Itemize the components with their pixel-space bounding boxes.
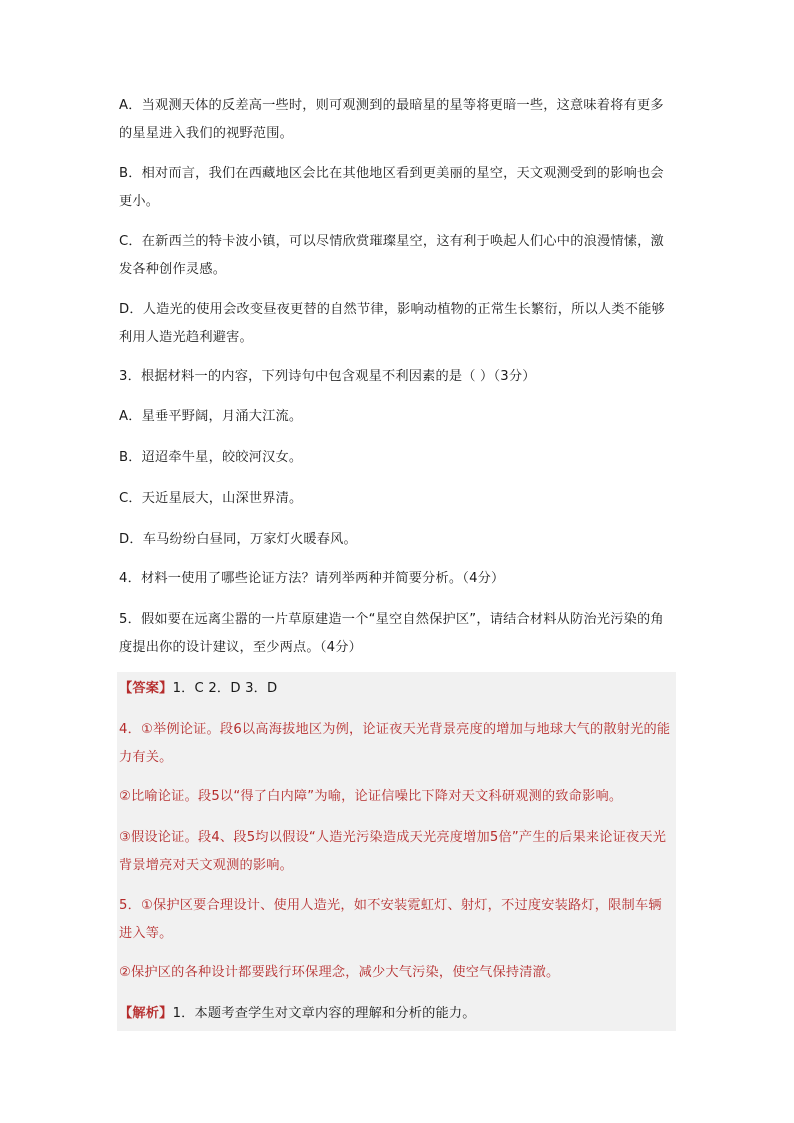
q4-stem: 4．材料一使用了哪些论证方法？请列举两种并简要分析。（4分） — [119, 571, 505, 586]
q5-stem: 5．假如要在远离尘嚣的一片草原建造一个“星空自然保护区”，请结合材料从防治光污染的角度提出你的设计建议，至少两点。（4分） — [119, 612, 664, 655]
analysis-line — [119, 1000, 675, 1028]
q3-option-c: C．天近星辰大，山深世界清。 — [119, 491, 303, 506]
answer-choices: 1．C 2．D 3．D — [172, 681, 278, 696]
answer-4-part2: ②比喻论证。段5以“得了白内障”为喻，论证信噪比下降对天文科研观测的致命影响。 — [119, 789, 623, 804]
answer-5-part1: 5．①保护区要合理设计、使用人造光，如不安装霓虹灯、射灯，不过度安装路灯，限制车辆进入等。 — [119, 898, 662, 941]
q2-option-b: B．相对而言，我们在西藏地区会比在其他地区看到更美丽的星空，天文观测受到的影响也会更小。 — [119, 166, 664, 209]
q3-option-b: B．迢迢牵牛星，皎皎河汉女。 — [119, 450, 303, 465]
answer-4-part1: 4．①举例论证。段6以高海拔地区为例，论证夜天光背景亮度的增加与地球大气的散射光的能力有关。 — [119, 722, 671, 765]
q3-option-d: D．车马纷纷白昼同，万家灯火暖春风。 — [119, 532, 357, 547]
answer-label: 【答案】 — [119, 681, 173, 696]
q3-stem: 3．根据材料一的内容，下列诗句中包含观星不利因素的是（ ）（3分） — [119, 369, 536, 384]
q2-option-c: C．在新西兰的特卡波小镇，可以尽情欣赏璀璨星空，这有利于唤起人们心中的浪漫情愫，激发各种创作灵感。 — [119, 234, 664, 277]
answer-5-part2: ②保护区的各种设计都要践行环保理念，减少大气污染，使空气保持清澈。 — [119, 965, 560, 980]
answer-4-part3: ③假设论证。段4、段5均以假设“人造光污染造成天光亮度增加5倍”产生的后果来论证夜天光背景增亮对天文观测的影响。 — [119, 830, 667, 873]
analysis-label: 【解析】 — [119, 1006, 173, 1021]
q2-option-d: D．人造光的使用会改变昼夜更替的自然节律，影响动植物的正常生长繁衍，所以人类不能够利用人造光趋利避害。 — [119, 302, 665, 345]
q2-option-a: A．当观测天体的反差高一些时，则可观测到的最暗星的星等将更暗一些，这意味着将有更多的星星进入我们的视野范围。 — [119, 98, 664, 141]
answer-line — [119, 675, 675, 703]
q3-option-a: A．星垂平野阔，月涌大江流。 — [119, 409, 303, 424]
analysis-text: 1．本题考查学生对文章内容的理解和分析的能力。 — [172, 1006, 476, 1021]
